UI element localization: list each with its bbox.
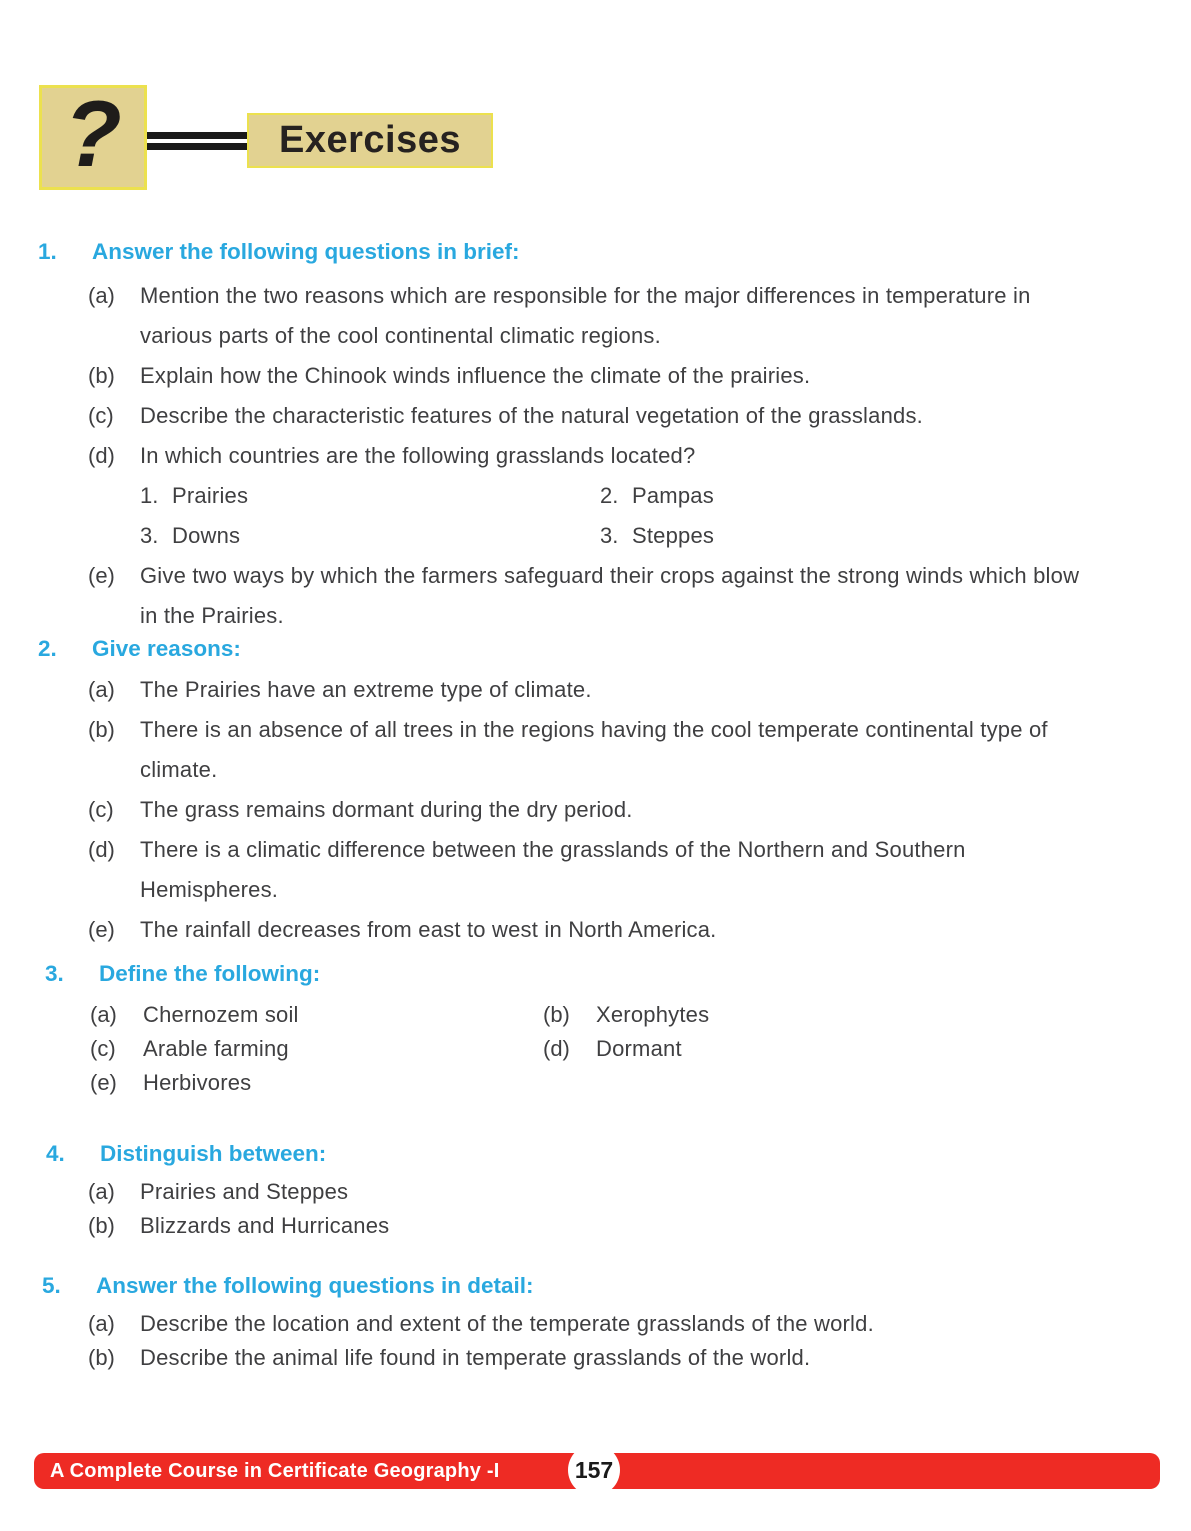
- item-label: (c): [90, 1036, 116, 1061]
- item-label: (b): [88, 717, 115, 742]
- item-line: In which countries are the following grasslands located?: [140, 443, 696, 468]
- item-label: (b): [88, 1345, 115, 1370]
- question-item: [0, 556, 1191, 636]
- item-line: various parts of the cool continental climatic regions.: [140, 323, 661, 348]
- question-item: [0, 276, 1191, 356]
- section-heading: [0, 1270, 1191, 1302]
- item-text: [140, 670, 592, 710]
- item-text: [140, 1341, 810, 1375]
- item-line: Give two ways by which the farmers safeguard their crops against the strong winds which blow: [140, 563, 1080, 588]
- section-number: 1.: [38, 239, 57, 264]
- page-title: Exercises: [279, 119, 461, 161]
- item-label: (d): [543, 1036, 570, 1061]
- section-title: Define the following:: [99, 961, 321, 986]
- sublist-name: Pampas: [632, 483, 714, 508]
- section-heading: [0, 633, 1191, 665]
- section-heading: [0, 958, 1191, 990]
- item-text: [140, 790, 633, 830]
- item-line: Describe the animal life found in temperate grasslands of the world.: [140, 1345, 811, 1370]
- item-label: (c): [88, 403, 114, 428]
- item-line: The Prairies have an extreme type of climate.: [140, 677, 592, 702]
- define-row: [0, 1032, 1191, 1066]
- item-label: (b): [88, 363, 115, 388]
- item-text: [140, 556, 1079, 636]
- item-line: Prairies and Steppes: [140, 1179, 349, 1204]
- section-answer-in-brief: [0, 236, 1191, 636]
- item-line: Describe the location and extent of the temperate grasslands of the world.: [140, 1311, 874, 1336]
- item-label: (e): [90, 1070, 117, 1095]
- item-label: (a): [88, 677, 115, 702]
- item-line: The rainfall decreases from east to west in North America.: [140, 917, 717, 942]
- question-item: [0, 830, 1191, 910]
- item-line: Explain how the Chinook winds influence the climate of the prairies.: [140, 363, 811, 388]
- section-title: Distinguish between:: [100, 1141, 327, 1166]
- define-cell: [90, 1066, 543, 1100]
- section-give-reasons: [0, 633, 1191, 950]
- question-item: [0, 1209, 1191, 1243]
- question-item: [0, 1307, 1191, 1341]
- item-text: [140, 710, 1048, 790]
- item-text: [140, 436, 695, 476]
- book-title: A Complete Course in Certificate Geography -I: [50, 1459, 500, 1482]
- question-item: [0, 710, 1191, 790]
- item-text: [140, 1175, 348, 1209]
- item-text: [140, 1209, 389, 1243]
- sublist-number: 1.: [140, 483, 159, 508]
- grassland-sublist-row: [0, 516, 1191, 556]
- section-title: Give reasons:: [92, 636, 241, 661]
- section-heading: [0, 1138, 1191, 1170]
- define-term: Xerophytes: [596, 1002, 710, 1027]
- item-line: Blizzards and Hurricanes: [140, 1213, 390, 1238]
- section-number: 5.: [42, 1273, 61, 1298]
- item-text: [140, 1307, 874, 1341]
- question-item: [0, 1175, 1191, 1209]
- question-item: [0, 396, 1191, 436]
- item-label: (a): [88, 1179, 115, 1204]
- section-title: Answer the following questions in detail:: [96, 1273, 534, 1298]
- question-mark-icon: ?: [64, 80, 122, 186]
- item-label: (a): [88, 283, 115, 308]
- section-number: 4.: [46, 1141, 65, 1166]
- question-items: [0, 1175, 1191, 1243]
- define-term: Arable farming: [143, 1036, 289, 1061]
- item-label: (a): [88, 1311, 115, 1336]
- section-answer-in-detail: [0, 1270, 1191, 1375]
- item-text: [140, 830, 966, 910]
- define-term: Dormant: [596, 1036, 682, 1061]
- sublist-number: 3.: [140, 523, 159, 548]
- item-label: (e): [88, 917, 115, 942]
- sublist-cell: [600, 476, 1060, 516]
- page-number-badge: [568, 1444, 620, 1496]
- define-cell: [543, 998, 996, 1032]
- item-line: There is a climatic difference between the grasslands of the Northern and Southern: [140, 837, 966, 862]
- question-items: [0, 1307, 1191, 1375]
- question-item: [0, 790, 1191, 830]
- item-text: [140, 910, 717, 950]
- sublist-name: Steppes: [632, 523, 715, 548]
- section-title: Answer the following questions in brief:: [92, 239, 520, 264]
- question-item: [0, 910, 1191, 950]
- item-label: (a): [90, 1002, 117, 1027]
- define-row: [0, 1066, 1191, 1100]
- item-line: Hemispheres.: [140, 877, 279, 902]
- item-text: [140, 396, 923, 436]
- item-text: [140, 276, 1031, 356]
- sublist-cell: [600, 516, 1060, 556]
- sublist-name: Prairies: [172, 483, 249, 508]
- sublist-number: 2.: [600, 483, 619, 508]
- item-text: [140, 356, 810, 396]
- question-mark-box: [39, 80, 147, 190]
- double-line-connector: [147, 132, 257, 150]
- item-line: There is an absence of all trees in the regions having the cool temperate continental type of: [140, 717, 1048, 742]
- define-row: [0, 998, 1191, 1032]
- question-item: [0, 1341, 1191, 1375]
- sublist-name: Downs: [172, 523, 241, 548]
- item-line: The grass remains dormant during the dry period.: [140, 797, 633, 822]
- question-item: [0, 436, 1191, 476]
- define-cell: [543, 1032, 996, 1066]
- section-number: 3.: [45, 961, 64, 986]
- page-number: 157: [574, 1456, 614, 1483]
- section-distinguish-between: [0, 1138, 1191, 1243]
- item-label: (e): [88, 563, 115, 588]
- define-cell: [90, 1032, 543, 1066]
- define-term: Chernozem soil: [143, 1002, 299, 1027]
- item-line: Describe the characteristic features of the natural vegetation of the grasslands.: [140, 403, 923, 428]
- item-label: (d): [88, 837, 115, 862]
- question-item: [0, 356, 1191, 396]
- item-line: in the Prairies.: [140, 603, 284, 628]
- item-label: (b): [88, 1213, 115, 1238]
- sublist-cell: [140, 516, 600, 556]
- item-label: (c): [88, 797, 114, 822]
- sublist-number: 3.: [600, 523, 619, 548]
- question-items: [0, 670, 1191, 950]
- sublist-cell: [140, 476, 600, 516]
- define-term: Herbivores: [143, 1070, 252, 1095]
- question-items: [0, 276, 1191, 636]
- item-line: climate.: [140, 757, 218, 782]
- section-define-following: [0, 958, 1191, 1100]
- item-label: (d): [88, 443, 115, 468]
- question-item: [0, 670, 1191, 710]
- define-items: [0, 998, 1191, 1100]
- define-cell: [90, 998, 543, 1032]
- grassland-sublist-row: [0, 476, 1191, 516]
- section-heading: [0, 236, 1191, 268]
- item-line: Mention the two reasons which are responsible for the major differences in temperature in: [140, 283, 1031, 308]
- item-label: (b): [543, 1002, 570, 1027]
- exercises-title-box: [247, 113, 493, 168]
- section-number: 2.: [38, 636, 57, 661]
